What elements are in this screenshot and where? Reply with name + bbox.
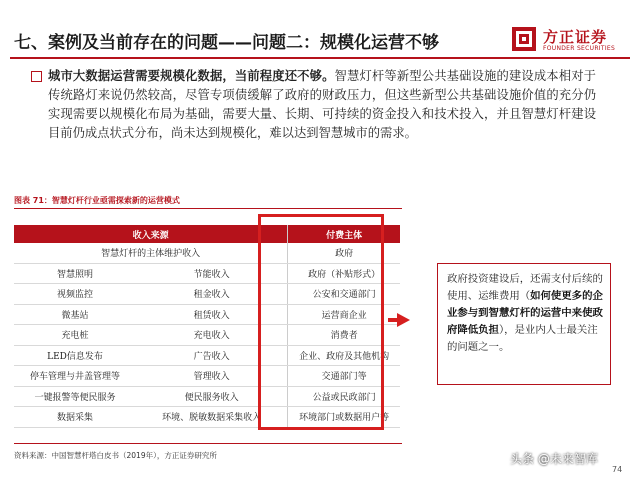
- header-income-source: 收入来源: [14, 225, 288, 243]
- cell-main-payer: 政府: [288, 243, 400, 263]
- cell-type: 充电收入: [136, 325, 288, 346]
- cell-payer: 交通部门等: [288, 366, 400, 387]
- cell-item: 停车管理与井盖管理等: [14, 366, 136, 387]
- arrow-right-icon: [397, 313, 410, 327]
- cell-item: LED信息发布: [14, 345, 136, 366]
- cell-item: 智慧照明: [14, 263, 136, 284]
- cell-type: 租金收入: [136, 284, 288, 305]
- watermark: 头条 @未来智库: [510, 452, 598, 466]
- cell-payer: 公安和交通部门: [288, 284, 400, 305]
- cell-type: 广告收入: [136, 345, 288, 366]
- cell-payer: 公益或民政部门: [288, 386, 400, 407]
- cell-type: 管理收入: [136, 366, 288, 387]
- figure-divider: [14, 208, 402, 209]
- founder-logo-icon: [511, 26, 537, 52]
- header-divider: [10, 57, 630, 59]
- body-text: 智慧灯杆等新型公共基础设施的建设成本相对于传统路灯来说仍然较高，尽管专项债缓解了政府的财政压力，但这些新型公共基础设施价值的充分仍实现需要以规模化布局为基础，需要大量、长期、可持续的资金投入和技术投入，并且智慧灯杆建设目前仍成点状式分布，尚未达到规模化，难以达到智慧城市的需求。: [48, 69, 596, 140]
- cell-item: 微基站: [14, 304, 136, 325]
- figure-title: 图表 71：智慧灯杆行业亟需探索新的运营模式: [14, 196, 180, 205]
- callout-text: [447, 271, 603, 356]
- body-paragraph: [48, 66, 596, 143]
- lead-sentence: 城市大数据运营需要规模化数据，当前程度还不够。: [48, 68, 335, 83]
- cell-type: 便民服务收入: [136, 386, 288, 407]
- payer-highlight-box: [258, 214, 384, 430]
- footer-divider: [14, 443, 402, 444]
- source-note: 资料来源：中国智慧杆塔白皮书（2019年），方正证券研究所: [14, 451, 217, 460]
- callout-text-part1: 政府投资建设后，还需支付后续的使用、运维费用（: [447, 273, 603, 302]
- page-title: 七、案例及当前存在的问题——问题二：规模化运营不够: [14, 33, 439, 53]
- cell-type: 节能收入: [136, 263, 288, 284]
- logo-name-en: FOUNDER SECURITIES: [543, 45, 616, 52]
- callout-text-part2: ），是业内人士最关注的问题之一。: [447, 324, 598, 353]
- page-number: 74: [612, 465, 623, 474]
- company-logo: [511, 26, 631, 56]
- cell-item: 视频监控: [14, 284, 136, 305]
- cell-type: 租赁收入: [136, 304, 288, 325]
- cell-item: 一键报警等便民服务: [14, 386, 136, 407]
- logo-name-cn: 方正证券: [543, 28, 608, 46]
- cell-payer: 环境部门或数据用户等: [288, 407, 400, 428]
- cell-payer: 政府（补贴形式）: [288, 263, 400, 284]
- cell-main-income: 智慧灯杆的主体维护收入: [14, 243, 288, 263]
- cell-payer: 运营商企业: [288, 304, 400, 325]
- cell-payer: 企业、政府及其他机构: [288, 345, 400, 366]
- header-payer: 付费主体: [288, 225, 400, 243]
- cell-item: 充电桩: [14, 325, 136, 346]
- callout-bold: 如何使更多的企业参与到智慧灯杆的运营中来使政府降低负担: [447, 290, 603, 336]
- cell-item: 数据采集: [14, 407, 136, 428]
- square-bullet-icon: [31, 71, 42, 82]
- cell-payer: 消费者: [288, 325, 400, 346]
- cell-type: 环境、脱敏数据采集收入: [136, 407, 288, 428]
